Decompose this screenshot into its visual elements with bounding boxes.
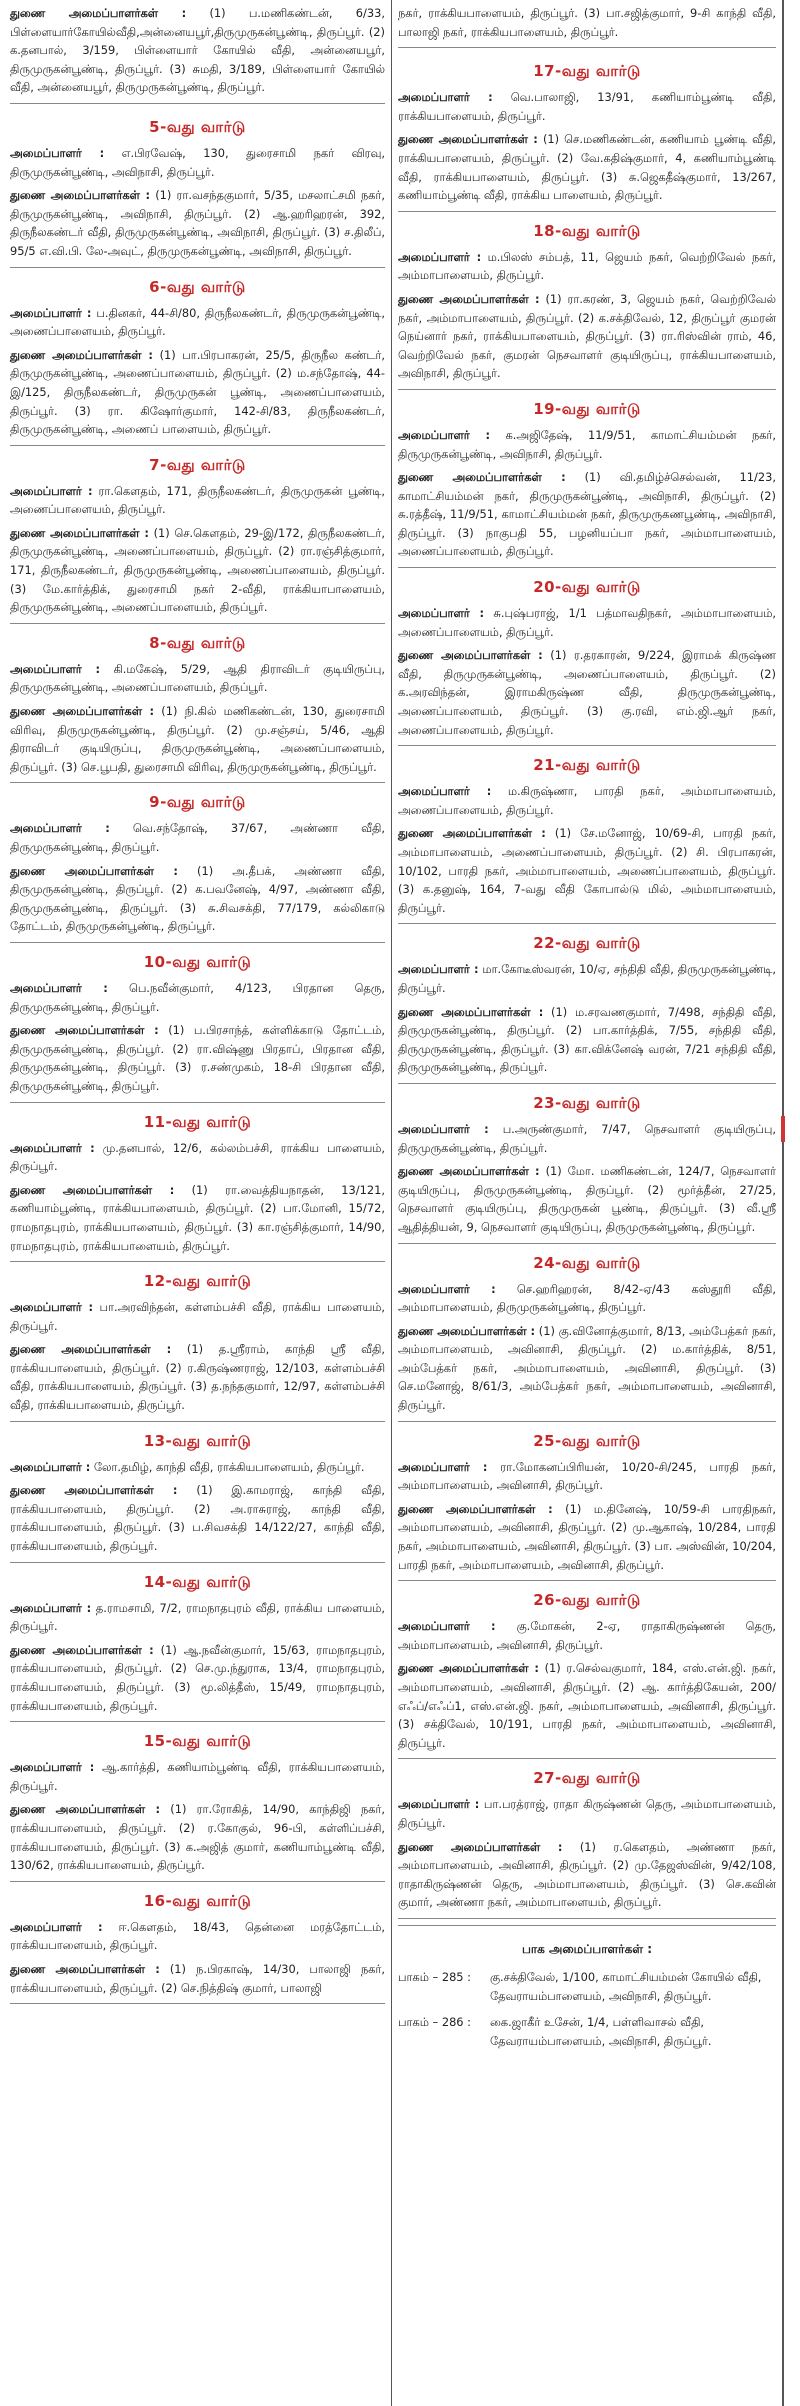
ward-separator (398, 567, 776, 568)
parts-separator (398, 1925, 776, 1926)
ward-deputy-paragraph (10, 1181, 385, 1255)
secretary-text: பா.பரத்ராஜ், ராதா கிருஷ்ணன் தெரு, அம்மாபாளையம், திருப்பூர். (398, 1797, 776, 1830)
ward-secretary-paragraph (10, 1139, 385, 1176)
secretary-label: அமைப்பாளர் : (398, 1121, 489, 1136)
deputy-text: (1) இ.காமராஜ், காந்தி வீதி, ராக்கியபாளையம், திருப்பூர். (2) அ.ராசுராஜ், காந்தி வீதி, ராக்கியபாளையம், திருப்பூர். (3) ப.சிவசக்தி 14/122/27, காந்தி வீதி, ராக்கியபாளையம், திருப்பூர். (10, 1483, 385, 1554)
secretary-text: எ.பிரவேஷ், 130, துரைசாமி நகர் விரவு, திருமுருகன்பூண்டி, அவிநாசி, திருப்பூர். (10, 145, 385, 179)
deputy-text: (1) செ.கௌதம், 29-இ/172, திருநீலகண்டர், திருமுருகன்பூண்டி, அணைப்பாளையம், திருப்பூர். (2) ரா.ரஞ்சித்குமார், 171, திருநீலகண்டர், திருமுருகன்பூண்டி, அணைப்பாளையம், திருப்பூர். (3) மே.கார்த்திக், துரைசாமி நகர் 2-வீதி, ராக்கியாபாளையம், திருமுருகன்பூண்டி, அணைப்பாளையம், திருப்பூர். (10, 525, 386, 615)
ward-separator (398, 389, 776, 390)
secretary-text: பா.அரவிந்தன், கள்ளம்பச்சி வீதி, ராக்கிய பாளையம், திருப்பூர். (10, 1300, 385, 1333)
ward-heading: 11-வது வார்டு (143, 1112, 252, 1131)
deputy-text: (1) த.ஸ்ரீராம், காந்தி ஸ்ரீ வீதி, ராக்கியபாளையம், திருப்பூர். (2) ர.கிருஷ்ணராஜ், 12/103, கள்ளம்பச்சி வீதி, ராக்கியபாளையம், திருப்பூர். (3) த.நந்தகுமார், 12/97, கள்ளம்பச்சி வீதி, ராக்கியபாளையம், திருப்பூர். (10, 1342, 385, 1413)
secretary-text: செ.ஹரிஹரன், 8/42-ஏ/43 கஸ்தூரி வீதி, அம்மாபாளையம், திருமுருகன்பூண்டி, திருப்பூர். (398, 1281, 777, 1315)
deputy-label: துணை அமைப்பாளர்கள் : (10, 525, 149, 540)
part-number: பாகம் – 286 : (398, 2015, 472, 2030)
secretary-text: ம.கிருஷ்ணா, பாரதி நகர், அம்மாபாளையம், அணைப்பாளையம், திருப்பூர். (398, 784, 776, 817)
part-organizer-row (398, 2013, 776, 2050)
ward-deputy-paragraph (10, 524, 385, 617)
ward-heading: 12-வது வார்டு (143, 1272, 252, 1291)
deputy-text: (1) ர.கௌதம், அண்ணா நகர், அம்மாபாளையம், அவினாசி, திருப்பூர். (2) மு.தேஜஸ்வின், 9/42/108, ராதாகிருஷ்ணன் தெரு, அம்மாபாளையம், திருப்பூர். (3) செ.கவின் குமார், அண்ணா நகர், அம்மாபாளையம், திருப்பூர். (398, 1839, 776, 1910)
ward-separator (10, 1261, 385, 1262)
ward-secretary-paragraph (10, 304, 385, 341)
secretary-label: அமைப்பாளர் : (10, 1760, 95, 1775)
ward-secretary-paragraph (10, 1599, 385, 1636)
ward-deputy-paragraph (398, 1003, 776, 1077)
ward-deputy-paragraph (10, 1641, 385, 1715)
secretary-label: அமைப்பாளர் : (398, 962, 479, 977)
intro-continuation-text: நகர், ராக்கியபாளையம், திருப்பூர். (3) பா.சஜித்குமார், 9-சி காந்தி வீதி, பாலாஜி நகர், ராக்கியபாளையம், திருப்பூர். (398, 6, 776, 39)
secretary-label: அமைப்பாளர் : (10, 821, 110, 836)
secretary-text: கி.மகேஷ், 5/29, ஆதி திராவிடர் குடியிருப்பு, திருமுருகன்பூண்டி, அணைப்பாளையம், திருப்பூர். (10, 661, 385, 695)
ward-separator (398, 1421, 776, 1422)
ward-heading: 14-வது வார்டு (143, 1572, 252, 1591)
ward-separator (398, 1083, 776, 1084)
ward-deputy-paragraph (10, 1021, 385, 1095)
deputy-text: (1) ரா.வசந்தகுமார், 5/35, மசலாட்சமி நகர், திருமுருகன்பூண்டி, அவிநாசி, திருப்பூர். (2) ஆ.ஹரிஹரன், 392, திருநீலகண்டர் வீதி, திருமுருகன்பூண்டி, அவிநாசி, திருப்பூர். (3) ச.திலீப், 95/5 எ.வி.பி. லே-அவுட், திருமுருகன்பூண்டி, அவிநாசி, திருப்பூர். (10, 188, 385, 258)
part-organizers-heading: பாக அமைப்பாளர்கள் : (521, 1941, 653, 1956)
part-organizer-text: கு.சக்திவேல், 1/100, காமாட்சியம்மன் கோயில் வீதி, தேவராயம்பாளையம், அவிநாசி, திருப்பூர். (490, 1969, 762, 2003)
secretary-text: மு.தனபால், 12/6, கல்லம்பச்சி, ராக்கிய பாளையம், திருப்பூர். (10, 1140, 385, 1174)
ward-deputy-paragraph (398, 824, 776, 917)
ward-heading: 26-வது வார்டு (533, 1591, 641, 1610)
ward-secretary-paragraph (10, 1758, 385, 1795)
secretary-text: ரா.மோகனப்பிரியன், 10/20-சி/245, பாரதி நகர், அம்மாபாளையம், அவினாசி, திருப்பூர். (398, 1459, 776, 1493)
ward-heading: 19-வது வார்டு (533, 399, 641, 418)
part-number: பாகம் – 285 : (398, 1969, 472, 1984)
deputy-label: துணை அமைப்பாளர்கள் : (398, 1839, 563, 1854)
ward-deputy-paragraph (10, 702, 385, 776)
deputy-text: (1) ர.தரகாரன், 9/224, இராமக் கிருஷ்ண வீதி, திருமுருகன்பூண்டி, அணைப்பாளையம், திருப்பூர். (2) க.அரவிந்தன், இராமகிருஷ்ண வீதி, திருமுருகன்பூண்டி, அணைப்பாளையம், திருப்பூர். (3) கு.ரவி, எம்.ஜி.ஆர் நகர், அணைப்பாளையம், திருப்பூர். (398, 648, 776, 737)
secretary-label: அமைப்பாளர் : (10, 145, 105, 160)
ward-heading: 17-வது வார்டு (533, 62, 641, 81)
ward-separator (398, 745, 776, 746)
ward-heading: 27-வது வார்டு (533, 1769, 641, 1788)
deputy-label: துணை அமைப்பாளர்கள் : (10, 188, 151, 203)
ward-secretary-paragraph (398, 1280, 776, 1317)
deputy-text: (1) அ.தீபக், அண்ணா வீதி, திருமுருகன்பூண்டி, திருப்பூர். (2) க.பவனேஷ், 4/97, அண்ணா வீதி, திருமுருகன்பூண்டி, திருப்பூர். (3) சு.சிவசக்தி, 77/179, கல்லிகாடு தோட்டம், திருமுருகன்பூண்டி, திருப்பூர். (10, 863, 385, 934)
left-column (4, 0, 392, 2406)
ward-secretary-paragraph (10, 1298, 385, 1335)
ward-secretary-paragraph (398, 1120, 776, 1157)
part-organizer-text: கை.ஜாகீர் உசேன், 1/4, பள்ளிவாசல் வீதி, தேவராயம்பாளையம், அவிநாசி, திருப்பூர். (490, 2015, 712, 2048)
ward-separator (10, 445, 385, 446)
deputy-text: (1) ஆ.நவீன்குமார், 15/63, ராமநாதபுரம், ராக்கியபாளையம், திருப்பூர். (2) செ.மு.ந்துராக, 13/4, ராமநாதபுரம், ராக்கியபாளையம், திருப்பூர். (3) மூ.லித்தீஸ், 15/49, ராமநாதபுரம், ராக்கியபாளையம், திருப்பூர். (10, 1642, 385, 1713)
deputy-label: துணை அமைப்பாளர்கள் : (398, 648, 543, 663)
ward-separator (10, 1881, 385, 1882)
secretary-text: மா.கோடீஸ்வரன், 10/ஏ, சந்திதி வீதி, திருமுருகன்பூண்டி, திருப்பூர். (398, 962, 776, 995)
ward-deputy-paragraph (398, 1162, 776, 1236)
deputy-text: (1) ம.சரவணகுமார், 7/498, சந்திதி வீதி, திருமுருகன்பூண்டி, திருப்பூர். (2) பா.கார்த்திக், 7/55, சந்திதி வீதி, திருமுருகன்பூண்டி, திருப்பூர். (3) கா.விக்னேஷ் வரன், 7/21 சந்திதி வீதி, திருமுருகன்பூண்டி, திருப்பூர். (398, 1004, 776, 1075)
secretary-label: அமைப்பாளர் : (398, 1619, 496, 1634)
deputy-label: துணை அமைப்பாளர்கள் : (10, 1182, 175, 1197)
ward-heading: 23-வது வார்டு (533, 1093, 641, 1112)
ward-heading: 15-வது வார்டு (143, 1732, 252, 1751)
ward-deputy-paragraph (398, 468, 776, 561)
deputy-text: (1) ம.தினேஷ், 10/59-சி பாரதிநகர், அம்மாபாளையம், அவினாசி, திருப்பூர். (2) மு.ஆகாஷ், 10/284, பாரதி நகர், அம்மாபாளையம், அவினாசி, திருப்பூர். (3) பா. அஸ்வின், 10/204, பாரதி நகர், அம்மாபாளையம், அவினாசி, திருப்பூர். (398, 1501, 776, 1572)
ward-separator (10, 2003, 385, 2004)
deputy-label: துணை அமைப்பாளர்கள் : (10, 6, 187, 20)
right-ward-list (398, 62, 776, 1919)
secretary-text: த.ராமசாமி, 7/2, ராமநாதபுரம் வீதி, ராக்கிய பாளையம், திருப்பூர். (10, 1600, 386, 1634)
intro-separator (10, 103, 385, 104)
ward-deputy-paragraph (10, 346, 385, 439)
secretary-text: ஆ.கார்த்தி, கணியாம்பூண்டி வீதி, ராக்கியபாளையம், திருப்பூர். (10, 1760, 385, 1793)
deputy-label: துணை அமைப்பாளர்கள் : (10, 863, 178, 878)
ward-heading: 25-வது வார்டு (533, 1431, 641, 1450)
deputy-label: துணை அமைப்பாளர்கள் : (10, 1483, 178, 1498)
ward-deputy-paragraph (398, 130, 776, 204)
deputy-text: (1) ரா.கரண், 3, ஜெயம் நகர், வெற்றிவேல் நகர், அம்மாபாளையம், திருப்பூர். (2) க.சக்திவேல், 12, திருப்பூர் குமரன் நெய்னார் நகர், ராக்கியபாளையம், திருப்பூர். (3) ரா.ரிஸ்வின் ராம், 46, வெற்றிவேல் நகர், குமரன் நெசவாளர் குடியிருப்பு, ராக்கியபாளையம், அவிநாசி, திருப்பூர். (398, 291, 776, 381)
ward-secretary-paragraph (398, 88, 776, 125)
secretary-text: ஈ.கௌதம், 18/43, தென்னை மரத்தோட்டம், ராக்கியபாளையம், திருப்பூர். (10, 1919, 385, 1953)
secretary-label: அமைப்பாளர் : (10, 1919, 103, 1934)
ward-separator (10, 1421, 385, 1422)
deputy-label: துணை அமைப்பாளர்கள் : (10, 1802, 161, 1817)
ward-deputy-paragraph (10, 1340, 385, 1414)
secretary-label: அமைப்பாளர் : (398, 249, 482, 264)
secretary-text: ம.பிலஸ் சம்பத், 11, ஜெயம் நகர், வெற்றிவேல் நகர், அம்மாபாளையம், திருப்பூர். (398, 249, 776, 283)
ward-separator (10, 1562, 385, 1563)
secretary-label: அமைப்பாளர் : (398, 427, 491, 442)
ward-secretary-paragraph (398, 960, 776, 997)
ward-secretary-paragraph (398, 604, 776, 641)
ward-heading: 9-வது வார்டு (149, 793, 246, 812)
ward-secretary-paragraph (10, 1918, 385, 1955)
ward-deputy-paragraph (10, 1481, 385, 1555)
ward-heading: 24-வது வார்டு (533, 1253, 641, 1272)
ward-separator (398, 1758, 776, 1759)
ward-heading: 8-வது வார்டு (149, 633, 246, 652)
secretary-label: அமைப்பாளர் : (10, 1600, 92, 1615)
deputy-text: (1) ந.பிரகாஷ், 14/30, பாலாஜி நகர், ராக்கியபாளையம், திருப்பூர். (2) செ.நித்திஷ் குமார், பாலாஜி (10, 1961, 385, 1995)
secretary-label: அமைப்பாளர் : (10, 661, 101, 676)
left-ward-list (10, 118, 385, 2004)
deputy-label: துணை அமைப்பாளர்கள் : (10, 1342, 172, 1357)
deputy-text: (1) ரா.வைத்தியநாதன், 13/121, கணியாம்பூண்டி, ராக்கியபாளையம், திருப்பூர். (2) பா.மோனி, 15/72, ராமநாதபுரம், ராக்கியபாளையம், திருப்பூர். (3) கா.ரஞ்சித்குமார், 14/90, ராமநாதபுரம், ராக்கியபாளையம், திருப்பூர். (10, 1182, 385, 1253)
secretary-label: அமைப்பாளர் : (10, 305, 92, 320)
secretary-label: அமைப்பாளர் : (10, 980, 108, 995)
ward-deputy-paragraph (398, 1322, 776, 1415)
right-column (392, 0, 782, 2406)
secretary-label: அமைப்பாளர் : (398, 1797, 480, 1812)
secretary-text: வெ.பாலாஜி, 13/91, கணியாம்பூண்டி வீதி, ராக்கியபாளையம், திருப்பூர். (398, 90, 777, 123)
ward-deputy-paragraph (398, 646, 776, 739)
ward-separator (10, 1721, 385, 1722)
ward-heading: 22-வது வார்டு (533, 934, 641, 953)
ward-deputy-paragraph (10, 186, 385, 260)
ward-heading: 6-வது வார்டு (149, 277, 246, 296)
deputy-label: துணை அமைப்பாளர்கள் : (10, 1642, 154, 1657)
intro-separator (398, 47, 776, 48)
secretary-text: ப.அருண்குமார், 7/47, நெசவாளர் குடியிருப்பு, திருமுருகன்பூண்டி, திருப்பூர். (398, 1121, 776, 1155)
deputy-label: துணை அமைப்பாளர்கள் : (398, 291, 540, 306)
ward-secretary-paragraph (398, 1458, 776, 1495)
deputy-text: (1) பா.பிரபாகரன், 25/5, திருநீல கண்டர், திருமுருகன்பூண்டி, அணைப்பாளையம், திருப்பூர். (2) ம.சந்தோஷ், 44-இ/125, திருநீலகண்டர், திருமுருகன் பூண்டி, அணைப்பாளையம், திருப்பூர். (3) ரா. கிஷோர்குமார், 142-சி/83, திருநீலகண்டர், திருமுருகன்பூண்டி, அணைப் பாளையம், திருப்பூர். (10, 347, 385, 437)
deputy-label: துணை அமைப்பாளர்கள் : (398, 826, 546, 841)
ward-deputy-paragraph (10, 1960, 385, 1997)
ward-heading: 5-வது வார்டு (149, 117, 246, 136)
secretary-label: அமைப்பாளர் : (398, 784, 492, 799)
ward-separator (398, 1918, 776, 1919)
secretary-label: அமைப்பாளர் : (10, 1140, 95, 1155)
ward-deputy-paragraph (10, 862, 385, 936)
ward-secretary-paragraph (398, 248, 776, 285)
ward-separator (10, 942, 385, 943)
ward-secretary-paragraph (10, 482, 385, 519)
ward-secretary-paragraph (10, 1458, 385, 1477)
edge-marker (781, 1116, 785, 1142)
deputy-text: (1) செ.மணிகண்டன், கணியாம் பூண்டி வீதி, ராக்கியபாளையம், திருப்பூர். (2) வே.கதிஷ்குமார், 4, கணியாம்பூண்டி வீதி, ராக்கியபாளையம், திருப்பூர். (3) சு.ஜெகதீஷ்குமார், 13/267, கணியாம்பூண்டி வீதி, ராக்கிய பாளையம், திருப்பூர். (398, 132, 776, 203)
deputy-label: துணை அமைப்பாளர்கள் : (398, 470, 566, 485)
secretary-text: வெ.சந்தோஷ், 37/67, அண்ணா வீதி, திருமுருகன்பூண்டி, திருப்பூர். (10, 821, 385, 854)
deputy-label: துணை அமைப்பாளர்கள் : (398, 1323, 536, 1338)
ward-heading: 7-வது வார்டு (149, 455, 246, 474)
deputy-text: (1) ப.பிரசாந்த், கள்ளிக்காடு தோட்டம், திருமுருகன்பூண்டி, திருப்பூர். (2) ரா.விஷ்ணு பிரதாப், பிரதான வீதி, திருமுருகன்பூண்டி, திருப்பூர். (3) ர.சண்முகம், 18-சி பிரதான வீதி, திருமுருகன்பூண்டி, திருப்பூர். (10, 1023, 385, 1093)
ward-heading: 21-வது வார்டு (533, 756, 641, 775)
deputy-text: (1) மோ. மணிகண்டன், 124/7, நெசவாளர் குடியிருப்பு, திருமுருகன்பூண்டி, திருப்பூர். (2) மூர்த்தீன், 27/25, நெசவாளர் குடியிருப்பு, திருமுருகன் பூண்டி, திருப்பூர். (3) வீ.ஸ்ரீ ஆதித்தியன், 9, நெசவாளர் குடியிருப்பு, திருமுருகன்பூண்டி, திருப்பூர். (398, 1164, 776, 1234)
ward-separator (10, 267, 385, 268)
deputy-label: துணை அமைப்பாளர்கள் : (10, 1023, 159, 1038)
secretary-label: அமைப்பாளர் : (10, 1300, 94, 1315)
part-organizers-list (398, 1968, 776, 2050)
part-organizer-row (398, 1968, 776, 2005)
ward-deputy-paragraph (398, 1838, 776, 1912)
secretary-label: அமைப்பாளர் : (398, 1459, 488, 1474)
ward-heading: 13-வது வார்டு (143, 1431, 252, 1450)
secretary-text: பெ.நவீன்குமார், 4/123, பிரதான தெரு, திருமுருகன்பூண்டி, திருப்பூர். (10, 980, 385, 1014)
deputy-text: (1) சே.மனோஜ், 10/69-சி, பாரதி நகர், அம்மாபாளையம், அணைப்பாளையம், திருப்பூர். (2) சி. பிரபாகரன், 10/102, பாரதி நகர், அம்மாபாளையம், அணைப்பாளையம், திருப்பூர். (3) க.தனுஷ், 164, 7-வது வீதி கோபால்டு மில், அம்மாபாளையம், திருப்பூர். (398, 826, 776, 915)
ward-deputy-paragraph (398, 1500, 776, 1574)
ward-secretary-paragraph (10, 819, 385, 856)
ward-separator (10, 1102, 385, 1103)
deputy-label: துணை அமைப்பாளர்கள் : (10, 1961, 160, 1976)
secretary-label: அமைப்பாளர் : (398, 90, 493, 105)
secretary-label: அமைப்பாளர் : (398, 1281, 496, 1296)
secretary-text: ரா.கௌதம், 171, திருநீலகண்டர், திருமுருகன் பூண்டி, அணைப்பாளையம், திருப்பூர். (10, 483, 385, 517)
deputy-text: (1) வி.தமிழ்ச்செல்வன், 11/23, காமாட்சியம்மன் நகர், திருமுருகன்பூண்டி, அவிநாசி, திருப்பூர். (2) சு.ரத்தீஷ், 11/9/51, காமாட்சியம்மன் நகர், திருமுருகணபூண்டி, அவிநாசி, திருப்பூர். (3) நாகுபதி 55, பழனியப்பா நகர், அம்மாபாளையம், அணைப்பாளையம், திருப்பூர். (398, 470, 776, 559)
ward-separator (398, 211, 776, 212)
ward-separator (398, 923, 776, 924)
intro-deputy-text: (1) ப.மணிகண்டன், 6/33, பிள்ளையார்கோயில்வீதி,அன்னையபூர்,திருமுருகன்பூண்டி, திருப்பூர். (2) க.தனபால், 3/159, பிள்ளையார் கோயில் வீதி, அன்னையபூர், திருமுருகன்பூண்டி, திருப்பூர். (3) சுமதி, 3/189, பிள்ளையார் கோயில் வீதி, அன்னையபூர், திருமுருகன்பூண்டி, திருப்பூர். (10, 6, 385, 95)
deputy-text: (1) ர.செல்வகுமார், 184, எஸ்.என்.ஜி. நகர், அம்மாபாளையம், அவினாசி, திருப்பூர். (2) ஆ. கார்த்திகேயன், 200/எஃப்/எஃப்1, எஸ்.என்.ஜி. நகர், அம்மாபாளையம், அவினாசி, திருப்பூர். (3) சக்திவேல், 10/191, பாரதி நகர், அம்மாபாளையம், அவினாசி, திருப்பூர். (398, 1661, 776, 1750)
secretary-label: அமைப்பாளர் : (398, 606, 485, 621)
deputy-label: துணை அமைப்பாளர்கள் : (398, 1164, 540, 1179)
ward-separator (398, 1243, 776, 1244)
ward-heading: 10-வது வார்டு (143, 952, 252, 971)
ward-secretary-paragraph (10, 660, 385, 697)
ward-heading: 16-வது வார்டு (143, 1891, 252, 1910)
ward-secretary-paragraph (398, 1617, 776, 1654)
ward-secretary-paragraph (10, 979, 385, 1016)
deputy-label: துணை அமைப்பாளர்கள் : (10, 704, 155, 719)
ward-secretary-paragraph (10, 144, 385, 181)
deputy-label: துணை அமைப்பாளர்கள் : (398, 1004, 544, 1019)
deputy-label: துணை அமைப்பாளர்கள் : (398, 1501, 553, 1516)
secretary-text: கு.மோகன், 2-ஏ, ராதாகிருஷ்ணன் தெரு, அம்மாபாளையம், அவினாசி, திருப்பூர். (398, 1619, 776, 1652)
deputy-label: துணை அமைப்பாளர்கள் : (10, 347, 153, 362)
intro-deputy-paragraph (10, 4, 385, 97)
ward-deputy-paragraph (398, 1659, 776, 1752)
ward-separator (10, 623, 385, 624)
ward-deputy-paragraph (398, 290, 776, 383)
ward-heading: 20-வது வார்டு (533, 578, 641, 597)
deputy-text: (1) கு.வினோத்குமார், 8/13, அம்பேத்கர் நகர், அம்மாபாளையம், அவினாசி, திருப்பூர். (2) ம.கார்த்திக், 8/51, அம்பேத்கர் நகர், அம்மாபாளையம், அவினாசி, திருப்பூர். (3) செ.மனோஜ், 8/61/3, அம்பேத்கர் நகர், அம்மாபாளையம், அவினாசி, திருப்பூர். (398, 1323, 776, 1413)
deputy-text: (1) ரா.ரோகித், 14/90, காந்திஜி நகர், ராக்கியபாளையம், திருப்பூர். (2) ர.கோகுல், 96-பி, கள்ளிப்பச்சி, ராக்கியபாளையம், திருப்பூர். (3) க.அஜித் குமார், கணியாம்பூண்டி வீதி, 130/62, ராக்கியபாளையம், திருப்பூர். (10, 1802, 385, 1873)
secretary-text: க.அஜிதேஷ், 11/9/51, காமாட்சியம்மன் நகர், திருமுருகன்பூண்டி, அவிநாசி, திருப்பூர். (398, 427, 776, 461)
intro-continuation-paragraph (398, 4, 776, 41)
deputy-label: துணை அமைப்பாளர்கள் : (398, 1661, 539, 1676)
ward-secretary-paragraph (398, 782, 776, 819)
deputy-label: துணை அமைப்பாளர்கள் : (398, 132, 538, 147)
ward-secretary-paragraph (398, 426, 776, 463)
page-edge-border (782, 0, 798, 2406)
secretary-text: லோ.தமிழ், காந்தி வீதி, ராக்கியபாளையம், திருப்பூர். (93, 1459, 365, 1474)
secretary-label: அமைப்பாளர் : (10, 483, 93, 498)
ward-heading: 18-வது வார்டு (533, 221, 641, 240)
ward-deputy-paragraph (10, 1800, 385, 1874)
secretary-text: ப.தினகர், 44-சி/80, திருநீலகண்டர், திருமுருகன்பூண்டி, அணைப்பாளையம், திருப்பூர். (10, 305, 385, 339)
ward-secretary-paragraph (398, 1795, 776, 1832)
deputy-text: (1) நி.கில் மணிகண்டன், 130, துரைசாமி விரிவு, திருமுருகன்பூண்டி, திருப்பூர். (2) மு.சஞ்சய், 5/46, ஆதி திராவிடர் குடியிருப்பு, திருமுருகன்பூண்டி, அணைப்பாளையம், திருப்பூர். (3) செ.பூபதி, துரைசாமி விரிவு, திருமுருகன்பூண்டி, திருப்பூர். (10, 704, 386, 774)
secretary-label: அமைப்பாளர் : (10, 1459, 91, 1474)
secretary-text: சு.புஷ்பராஜ், 1/1 பத்மாவதிநகர், அம்மாபாளையம், அணைப்பாளையம், திருப்பூர். (398, 606, 777, 639)
ward-separator (398, 1580, 776, 1581)
ward-separator (10, 782, 385, 783)
